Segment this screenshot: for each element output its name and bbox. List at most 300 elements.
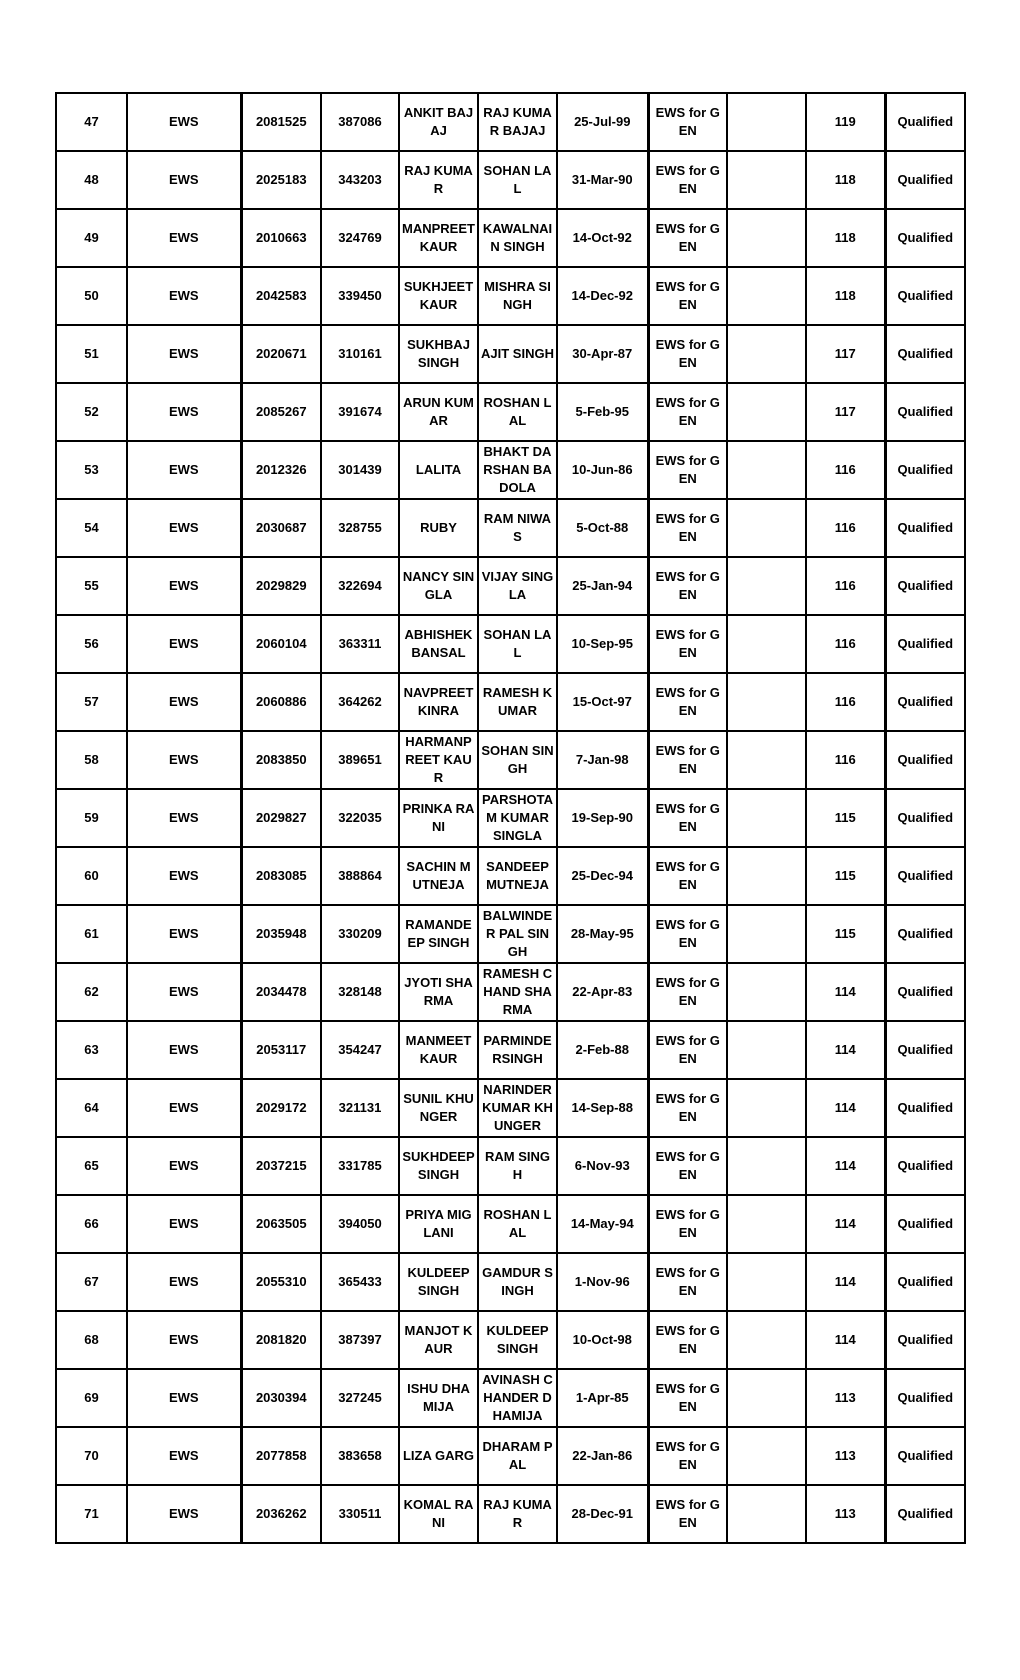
marks-cell: 116: [806, 557, 885, 615]
serial-no-cell: 60: [56, 847, 127, 905]
candidate-name-cell: HARMANPREET KAUR: [399, 731, 478, 789]
application-no-cell: 339450: [321, 267, 399, 325]
selected-category-cell: EWS for GEN: [648, 615, 727, 673]
roll-no-cell: 2012326: [241, 441, 321, 499]
remarks-cell: [727, 325, 806, 383]
candidate-name-cell: NAVPREET KINRA: [399, 673, 478, 731]
candidate-name-cell: ABHISHEK BANSAL: [399, 615, 478, 673]
candidate-name-cell: LIZA GARG: [399, 1427, 478, 1485]
table-row: [56, 441, 965, 499]
father-name-cell: RAM SINGH: [478, 1137, 557, 1195]
serial-no-cell: 65: [56, 1137, 127, 1195]
category-cell: EWS: [127, 905, 241, 963]
remarks-cell: [727, 499, 806, 557]
candidate-name-cell: KULDEEP SINGH: [399, 1253, 478, 1311]
roll-no-cell: 2036262: [241, 1485, 321, 1543]
result-status-cell: Qualified: [885, 1427, 965, 1485]
category-cell: EWS: [127, 615, 241, 673]
category-cell: EWS: [127, 1195, 241, 1253]
marks-cell: 113: [806, 1427, 885, 1485]
category-cell: EWS: [127, 1427, 241, 1485]
serial-no-cell: 55: [56, 557, 127, 615]
remarks-cell: [727, 1369, 806, 1427]
remarks-cell: [727, 1427, 806, 1485]
remarks-cell: [727, 1195, 806, 1253]
application-no-cell: 364262: [321, 673, 399, 731]
father-name-cell: RAJ KUMAR BAJAJ: [478, 93, 557, 151]
selected-category-cell: EWS for GEN: [648, 1079, 727, 1137]
marks-cell: 115: [806, 789, 885, 847]
selected-category-cell: EWS for GEN: [648, 847, 727, 905]
roll-no-cell: 2077858: [241, 1427, 321, 1485]
roll-no-cell: 2030687: [241, 499, 321, 557]
category-cell: EWS: [127, 1021, 241, 1079]
remarks-cell: [727, 789, 806, 847]
table-row: [56, 1079, 965, 1137]
application-no-cell: 387086: [321, 93, 399, 151]
selected-category-cell: EWS for GEN: [648, 383, 727, 441]
application-no-cell: 324769: [321, 209, 399, 267]
candidate-name-cell: PRIYA MIGLANI: [399, 1195, 478, 1253]
selected-category-cell: EWS for GEN: [648, 1137, 727, 1195]
marks-cell: 114: [806, 963, 885, 1021]
remarks-cell: [727, 615, 806, 673]
candidate-name-cell: RAMANDEEP SINGH: [399, 905, 478, 963]
application-no-cell: 322035: [321, 789, 399, 847]
category-cell: EWS: [127, 441, 241, 499]
remarks-cell: [727, 905, 806, 963]
table-row: [56, 383, 965, 441]
candidate-name-cell: RUBY: [399, 499, 478, 557]
remarks-cell: [727, 151, 806, 209]
marks-cell: 118: [806, 267, 885, 325]
selected-category-cell: EWS for GEN: [648, 93, 727, 151]
roll-no-cell: 2020671: [241, 325, 321, 383]
result-status-cell: Qualified: [885, 615, 965, 673]
selected-category-cell: EWS for GEN: [648, 1021, 727, 1079]
marks-cell: 113: [806, 1485, 885, 1543]
table-row: [56, 151, 965, 209]
application-no-cell: 327245: [321, 1369, 399, 1427]
roll-no-cell: 2060886: [241, 673, 321, 731]
selected-category-cell: EWS for GEN: [648, 1311, 727, 1369]
dob-cell: 25-Dec-94: [557, 847, 648, 905]
marks-cell: 116: [806, 615, 885, 673]
selected-category-cell: EWS for GEN: [648, 789, 727, 847]
selected-category-cell: EWS for GEN: [648, 1485, 727, 1543]
marks-cell: 114: [806, 1195, 885, 1253]
remarks-cell: [727, 1485, 806, 1543]
dob-cell: 7-Jan-98: [557, 731, 648, 789]
result-status-cell: Qualified: [885, 1485, 965, 1543]
father-name-cell: AVINASH CHANDER DHAMIJA: [478, 1369, 557, 1427]
selected-category-cell: EWS for GEN: [648, 731, 727, 789]
marks-cell: 114: [806, 1137, 885, 1195]
dob-cell: 14-Oct-92: [557, 209, 648, 267]
serial-no-cell: 57: [56, 673, 127, 731]
dob-cell: 28-Dec-91: [557, 1485, 648, 1543]
marks-cell: 117: [806, 325, 885, 383]
table-row: [56, 1253, 965, 1311]
serial-no-cell: 67: [56, 1253, 127, 1311]
table-row: [56, 499, 965, 557]
table-row: [56, 673, 965, 731]
application-no-cell: 301439: [321, 441, 399, 499]
roll-no-cell: 2025183: [241, 151, 321, 209]
result-status-cell: Qualified: [885, 1369, 965, 1427]
result-status-cell: Qualified: [885, 963, 965, 1021]
dob-cell: 10-Oct-98: [557, 1311, 648, 1369]
category-cell: EWS: [127, 209, 241, 267]
remarks-cell: [727, 441, 806, 499]
marks-cell: 116: [806, 731, 885, 789]
result-status-cell: Qualified: [885, 151, 965, 209]
candidate-name-cell: ANKIT BAJAJ: [399, 93, 478, 151]
table-row: [56, 1369, 965, 1427]
roll-no-cell: 2010663: [241, 209, 321, 267]
roll-no-cell: 2042583: [241, 267, 321, 325]
marks-cell: 116: [806, 499, 885, 557]
result-status-cell: Qualified: [885, 383, 965, 441]
result-status-cell: Qualified: [885, 789, 965, 847]
father-name-cell: AJIT SINGH: [478, 325, 557, 383]
category-cell: EWS: [127, 1369, 241, 1427]
dob-cell: 22-Apr-83: [557, 963, 648, 1021]
table-body: [56, 93, 965, 1543]
roll-no-cell: 2060104: [241, 615, 321, 673]
category-cell: EWS: [127, 731, 241, 789]
application-no-cell: 391674: [321, 383, 399, 441]
dob-cell: 5-Feb-95: [557, 383, 648, 441]
selected-category-cell: EWS for GEN: [648, 267, 727, 325]
candidate-name-cell: JYOTI SHARMA: [399, 963, 478, 1021]
application-no-cell: 388864: [321, 847, 399, 905]
marks-cell: 115: [806, 905, 885, 963]
remarks-cell: [727, 1137, 806, 1195]
category-cell: EWS: [127, 151, 241, 209]
application-no-cell: 331785: [321, 1137, 399, 1195]
selected-category-cell: EWS for GEN: [648, 209, 727, 267]
dob-cell: 1-Apr-85: [557, 1369, 648, 1427]
remarks-cell: [727, 673, 806, 731]
roll-no-cell: 2029829: [241, 557, 321, 615]
result-status-cell: Qualified: [885, 93, 965, 151]
father-name-cell: ROSHAN LAL: [478, 1195, 557, 1253]
father-name-cell: RAMESH CHAND SHARMA: [478, 963, 557, 1021]
candidate-name-cell: ARUN KUMAR: [399, 383, 478, 441]
candidate-name-cell: LALITA: [399, 441, 478, 499]
dob-cell: 25-Jan-94: [557, 557, 648, 615]
father-name-cell: RAM NIWAS: [478, 499, 557, 557]
roll-no-cell: 2029172: [241, 1079, 321, 1137]
table-row: [56, 1195, 965, 1253]
remarks-cell: [727, 209, 806, 267]
category-cell: EWS: [127, 673, 241, 731]
marks-cell: 119: [806, 93, 885, 151]
dob-cell: 10-Sep-95: [557, 615, 648, 673]
roll-no-cell: 2081525: [241, 93, 321, 151]
father-name-cell: PARMINDERSINGH: [478, 1021, 557, 1079]
table-row: [56, 615, 965, 673]
application-no-cell: 330209: [321, 905, 399, 963]
category-cell: EWS: [127, 499, 241, 557]
candidate-name-cell: NANCY SINGLA: [399, 557, 478, 615]
candidate-name-cell: MANPREET KAUR: [399, 209, 478, 267]
serial-no-cell: 52: [56, 383, 127, 441]
serial-no-cell: 50: [56, 267, 127, 325]
candidate-name-cell: MANJOT KAUR: [399, 1311, 478, 1369]
father-name-cell: SOHAN LAL: [478, 151, 557, 209]
remarks-cell: [727, 1079, 806, 1137]
dob-cell: 2-Feb-88: [557, 1021, 648, 1079]
result-status-cell: Qualified: [885, 673, 965, 731]
dob-cell: 1-Nov-96: [557, 1253, 648, 1311]
application-no-cell: 310161: [321, 325, 399, 383]
table-row: [56, 731, 965, 789]
application-no-cell: 330511: [321, 1485, 399, 1543]
result-status-cell: Qualified: [885, 905, 965, 963]
dob-cell: 25-Jul-99: [557, 93, 648, 151]
result-status-cell: Qualified: [885, 267, 965, 325]
roll-no-cell: 2034478: [241, 963, 321, 1021]
candidate-name-cell: KOMAL RANI: [399, 1485, 478, 1543]
category-cell: EWS: [127, 963, 241, 1021]
dob-cell: 30-Apr-87: [557, 325, 648, 383]
category-cell: EWS: [127, 383, 241, 441]
table-row: [56, 847, 965, 905]
roll-no-cell: 2037215: [241, 1137, 321, 1195]
father-name-cell: RAJ KUMAR: [478, 1485, 557, 1543]
roll-no-cell: 2081820: [241, 1311, 321, 1369]
serial-no-cell: 59: [56, 789, 127, 847]
dob-cell: 14-May-94: [557, 1195, 648, 1253]
father-name-cell: RAMESH KUMAR: [478, 673, 557, 731]
roll-no-cell: 2055310: [241, 1253, 321, 1311]
result-status-cell: Qualified: [885, 499, 965, 557]
candidate-name-cell: RAJ KUMAR: [399, 151, 478, 209]
table-row: [56, 905, 965, 963]
serial-no-cell: 56: [56, 615, 127, 673]
table-row: [56, 1137, 965, 1195]
roll-no-cell: 2063505: [241, 1195, 321, 1253]
father-name-cell: NARINDER KUMAR KHUNGER: [478, 1079, 557, 1137]
remarks-cell: [727, 557, 806, 615]
result-status-cell: Qualified: [885, 1311, 965, 1369]
category-cell: EWS: [127, 1485, 241, 1543]
father-name-cell: ROSHAN LAL: [478, 383, 557, 441]
serial-no-cell: 51: [56, 325, 127, 383]
serial-no-cell: 69: [56, 1369, 127, 1427]
table-row: [56, 1427, 965, 1485]
table-row: [56, 1021, 965, 1079]
marks-cell: 118: [806, 209, 885, 267]
table-row: [56, 209, 965, 267]
candidate-name-cell: SUKHJEET KAUR: [399, 267, 478, 325]
selected-category-cell: EWS for GEN: [648, 905, 727, 963]
dob-cell: 6-Nov-93: [557, 1137, 648, 1195]
candidate-name-cell: ISHU DHAMIJA: [399, 1369, 478, 1427]
candidate-name-cell: PRINKA RANI: [399, 789, 478, 847]
remarks-cell: [727, 1253, 806, 1311]
application-no-cell: 354247: [321, 1021, 399, 1079]
remarks-cell: [727, 1021, 806, 1079]
marks-cell: 117: [806, 383, 885, 441]
dob-cell: 28-May-95: [557, 905, 648, 963]
serial-no-cell: 66: [56, 1195, 127, 1253]
application-no-cell: 322694: [321, 557, 399, 615]
selected-category-cell: EWS for GEN: [648, 1253, 727, 1311]
application-no-cell: 328148: [321, 963, 399, 1021]
marks-cell: 116: [806, 673, 885, 731]
table-row: [56, 789, 965, 847]
category-cell: EWS: [127, 557, 241, 615]
table-row: [56, 1485, 965, 1543]
category-cell: EWS: [127, 93, 241, 151]
category-cell: EWS: [127, 1311, 241, 1369]
result-status-cell: Qualified: [885, 557, 965, 615]
category-cell: EWS: [127, 847, 241, 905]
father-name-cell: SOHAN LAL: [478, 615, 557, 673]
candidate-name-cell: SACHIN MUTNEJA: [399, 847, 478, 905]
remarks-cell: [727, 383, 806, 441]
remarks-cell: [727, 1311, 806, 1369]
selected-category-cell: EWS for GEN: [648, 1195, 727, 1253]
marks-cell: 113: [806, 1369, 885, 1427]
roll-no-cell: 2083085: [241, 847, 321, 905]
serial-no-cell: 63: [56, 1021, 127, 1079]
table-row: [56, 325, 965, 383]
dob-cell: 19-Sep-90: [557, 789, 648, 847]
father-name-cell: VIJAY SINGLA: [478, 557, 557, 615]
dob-cell: 5-Oct-88: [557, 499, 648, 557]
application-no-cell: 389651: [321, 731, 399, 789]
category-cell: EWS: [127, 1079, 241, 1137]
serial-no-cell: 47: [56, 93, 127, 151]
serial-no-cell: 58: [56, 731, 127, 789]
application-no-cell: 394050: [321, 1195, 399, 1253]
remarks-cell: [727, 963, 806, 1021]
remarks-cell: [727, 731, 806, 789]
serial-no-cell: 68: [56, 1311, 127, 1369]
marks-cell: 118: [806, 151, 885, 209]
result-table: [55, 92, 966, 1544]
candidate-name-cell: SUKHBAJ SINGH: [399, 325, 478, 383]
marks-cell: 114: [806, 1253, 885, 1311]
father-name-cell: GAMDUR SINGH: [478, 1253, 557, 1311]
table-row: [56, 267, 965, 325]
selected-category-cell: EWS for GEN: [648, 557, 727, 615]
application-no-cell: 328755: [321, 499, 399, 557]
father-name-cell: SANDEEP MUTNEJA: [478, 847, 557, 905]
father-name-cell: PARSHOTAM KUMAR SINGLA: [478, 789, 557, 847]
application-no-cell: 387397: [321, 1311, 399, 1369]
selected-category-cell: EWS for GEN: [648, 1427, 727, 1485]
dob-cell: 31-Mar-90: [557, 151, 648, 209]
dob-cell: 15-Oct-97: [557, 673, 648, 731]
remarks-cell: [727, 93, 806, 151]
selected-category-cell: EWS for GEN: [648, 441, 727, 499]
application-no-cell: 321131: [321, 1079, 399, 1137]
application-no-cell: 365433: [321, 1253, 399, 1311]
selected-category-cell: EWS for GEN: [648, 151, 727, 209]
dob-cell: 22-Jan-86: [557, 1427, 648, 1485]
result-status-cell: Qualified: [885, 847, 965, 905]
marks-cell: 116: [806, 441, 885, 499]
father-name-cell: SOHAN SINGH: [478, 731, 557, 789]
roll-no-cell: 2083850: [241, 731, 321, 789]
table-row: [56, 1311, 965, 1369]
application-no-cell: 343203: [321, 151, 399, 209]
result-status-cell: Qualified: [885, 1137, 965, 1195]
father-name-cell: MISHRA SINGH: [478, 267, 557, 325]
roll-no-cell: 2085267: [241, 383, 321, 441]
result-status-cell: Qualified: [885, 325, 965, 383]
dob-cell: 10-Jun-86: [557, 441, 648, 499]
serial-no-cell: 62: [56, 963, 127, 1021]
table-row: [56, 963, 965, 1021]
father-name-cell: BALWINDER PAL SINGH: [478, 905, 557, 963]
roll-no-cell: 2029827: [241, 789, 321, 847]
category-cell: EWS: [127, 1253, 241, 1311]
result-status-cell: Qualified: [885, 1021, 965, 1079]
category-cell: EWS: [127, 1137, 241, 1195]
father-name-cell: BHAKT DARSHAN BADOLA: [478, 441, 557, 499]
result-status-cell: Qualified: [885, 1253, 965, 1311]
result-status-cell: Qualified: [885, 1195, 965, 1253]
marks-cell: 115: [806, 847, 885, 905]
result-status-cell: Qualified: [885, 731, 965, 789]
roll-no-cell: 2035948: [241, 905, 321, 963]
table-row: [56, 557, 965, 615]
result-status-cell: Qualified: [885, 1079, 965, 1137]
serial-no-cell: 64: [56, 1079, 127, 1137]
serial-no-cell: 49: [56, 209, 127, 267]
marks-cell: 114: [806, 1021, 885, 1079]
category-cell: EWS: [127, 789, 241, 847]
candidate-name-cell: SUNIL KHUNGER: [399, 1079, 478, 1137]
father-name-cell: DHARAM PAL: [478, 1427, 557, 1485]
selected-category-cell: EWS for GEN: [648, 673, 727, 731]
candidate-name-cell: SUKHDEEP SINGH: [399, 1137, 478, 1195]
marks-cell: 114: [806, 1311, 885, 1369]
application-no-cell: 383658: [321, 1427, 399, 1485]
selected-category-cell: EWS for GEN: [648, 499, 727, 557]
application-no-cell: 363311: [321, 615, 399, 673]
category-cell: EWS: [127, 325, 241, 383]
father-name-cell: KAWALNAIN SINGH: [478, 209, 557, 267]
remarks-cell: [727, 267, 806, 325]
roll-no-cell: 2053117: [241, 1021, 321, 1079]
dob-cell: 14-Dec-92: [557, 267, 648, 325]
serial-no-cell: 48: [56, 151, 127, 209]
dob-cell: 14-Sep-88: [557, 1079, 648, 1137]
roll-no-cell: 2030394: [241, 1369, 321, 1427]
selected-category-cell: EWS for GEN: [648, 1369, 727, 1427]
serial-no-cell: 71: [56, 1485, 127, 1543]
father-name-cell: KULDEEP SINGH: [478, 1311, 557, 1369]
table-row: [56, 93, 965, 151]
serial-no-cell: 70: [56, 1427, 127, 1485]
category-cell: EWS: [127, 267, 241, 325]
remarks-cell: [727, 847, 806, 905]
selected-category-cell: EWS for GEN: [648, 325, 727, 383]
candidate-name-cell: MANMEET KAUR: [399, 1021, 478, 1079]
marks-cell: 114: [806, 1079, 885, 1137]
serial-no-cell: 53: [56, 441, 127, 499]
selected-category-cell: EWS for GEN: [648, 963, 727, 1021]
serial-no-cell: 54: [56, 499, 127, 557]
serial-no-cell: 61: [56, 905, 127, 963]
